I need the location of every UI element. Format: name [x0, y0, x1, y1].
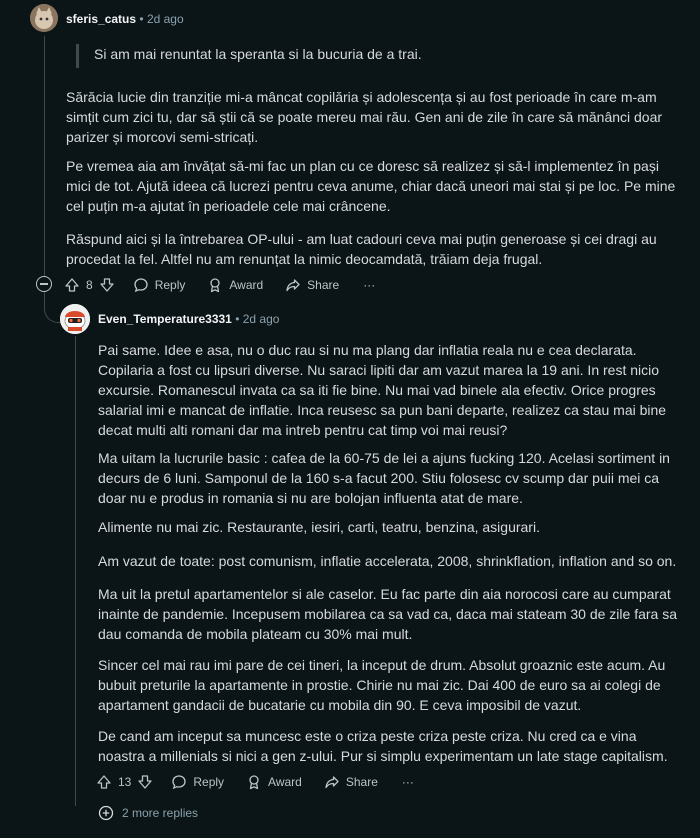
comment-paragraph: Sărăcia lucie din tranziție mi-a mâncat copilăria și adolescența și au fost perioade în care m-am simțit cum zici tu, dar să știi că se poate mereu mai rău. Gen ani de zile în care să mănânci doar parizer și morcovi semi-stricați. [66, 89, 663, 145]
more-replies-label: 2 more replies [122, 806, 199, 820]
award-button[interactable] [246, 774, 302, 790]
reply-button[interactable] [171, 774, 224, 790]
vote-group [96, 774, 153, 790]
thread-line-reply[interactable] [75, 336, 76, 806]
timestamp[interactable]: 2d ago [146, 12, 184, 26]
plus-circle-icon [98, 805, 114, 821]
comment-paragraph: Ma uit la pretul apartamentelor si ale caselor. Eu fac parte din aia norocosi care au cumparat inainte de pandemie. Incepusem mobilarea ca sa vad ca, daca mai stateam 30 de zile fara sa dau comanda de mobila plateam cu 30% mai mult. [98, 586, 677, 642]
upvote-icon[interactable] [96, 774, 112, 790]
snoo-avatar-icon [60, 304, 90, 334]
thread-line-main[interactable] [44, 36, 45, 276]
speech-bubble-icon [171, 774, 187, 790]
downvote-icon[interactable] [99, 277, 115, 293]
upvote-icon[interactable] [64, 277, 80, 293]
collapse-thread-button[interactable] [36, 276, 52, 292]
vote-score: 8 [86, 278, 93, 292]
more-options-icon: ··· [401, 775, 414, 789]
share-icon [324, 774, 340, 790]
more-options-button[interactable] [363, 278, 375, 292]
quote-text: Si am mai renuntat la speranta si la bucuria de a trai. [94, 46, 422, 62]
award-label: Award [229, 278, 264, 292]
more-replies-button[interactable] [98, 805, 198, 821]
reply-label: Reply [193, 775, 225, 789]
reply-label: Reply [154, 278, 186, 292]
share-label: Share [345, 775, 378, 789]
speech-bubble-icon [133, 277, 149, 293]
reply-button[interactable] [133, 277, 186, 293]
comment-paragraph: Alimente nu mai zic. Restaurante, iesiri, carti, teatru, benzina, asigurari. [98, 519, 540, 535]
meta-separator: • [139, 12, 144, 26]
comment-paragraph: Pai same. Idee e asa, nu o duc rau si nu ma plang dar inflatia reala nu e cea declarata. Copilaria a fost cu lipsuri diverse. Nu saraci lipiti dar am vazut marea la 19 ani. In rest nicio excursie. Romanescul invata ca sa iti fie bine. Nu mai vad binele ala efectiv. Orice progres salarial imi e mancat de inflatie. Inca reusesc sa pun bani departe, realizez ca stau mai bine decat multi alti romani dar ma intreb pentru cat timp voi mai reusi? [98, 342, 667, 438]
share-icon [285, 277, 301, 293]
share-button[interactable] [285, 277, 339, 293]
comment-meta [98, 312, 279, 326]
comment-paragraph: Sincer cel mai rau imi pare de cei tineri, la inceput de drum. Absolut groaznic este acum. Au bubuit preturile la apartamente in prostie. Chirie nu mai zic. Dai 400 de euro sa ai colegi de apartament gandacii de bucatarie cu mobila din 90. E ceva imposibil de vazut. [98, 657, 666, 713]
more-options-icon: ··· [363, 278, 376, 292]
author-name[interactable]: Even_Temperature3331 [98, 312, 232, 326]
author-name[interactable]: sferis_catus [66, 12, 137, 26]
vote-score: 13 [118, 775, 132, 789]
share-label: Share [307, 278, 340, 292]
award-label: Award [268, 775, 302, 789]
comment-paragraph: Ma uitam la lucrurile basic : cafea de la 60-75 de lei a ajuns fucking 120. Acelasi sortiment in decurs de 6 luni. Samponul de la 160 s-a facut 200. Stiu folosesc cv scump dar puii mei ca doar nu e produs in romania si nu are bolojan influenta atat de mare. [98, 450, 670, 506]
comment-paragraph: De cand am inceput sa muncesc este o criza peste criza peste criza. Nu cred ca e vina noastra a millenials si nici a gen z-ului. Pur si simplu experimentam un late stage capitalism. [98, 728, 668, 764]
vote-group [64, 277, 115, 293]
avatar[interactable] [30, 4, 58, 32]
more-options-button[interactable] [402, 775, 414, 789]
comment-paragraph: Pe vremea aia am învățat să-mi fac un plan cu ce doresc să realizez și să-l implementez în pași mici de tot. Ajută ideea că lucrezi pentru ceva anume, chiar dacă uneori mai stai și pe loc. Pe mine cel puțin m-a ajutat în perioadele cele mai crâncene. [66, 158, 676, 214]
comment-actions [96, 770, 436, 794]
comment-paragraph: Am vazut de toate: post comunism, inflatie accelerata, 2008, shrinkflation, inflation and so on. [98, 553, 677, 569]
cat-avatar-icon [30, 4, 58, 32]
award-icon [207, 277, 223, 293]
comment-meta [66, 12, 184, 26]
comment-actions [64, 273, 397, 297]
meta-separator: • [235, 312, 240, 326]
comment-paragraph: Răspund aici și la întrebarea OP-ului - am luat cadouri ceva mai puțin generoase și cei dragi au procedat la fel. Altfel nu am renunțat la nimic deocamdată, trăiam deja frugal. [66, 231, 657, 267]
timestamp[interactable]: 2d ago [242, 312, 280, 326]
blockquote [76, 44, 674, 68]
downvote-icon[interactable] [137, 774, 153, 790]
avatar[interactable] [60, 304, 90, 334]
award-icon [246, 774, 262, 790]
share-button[interactable] [324, 774, 378, 790]
award-button[interactable] [207, 277, 263, 293]
